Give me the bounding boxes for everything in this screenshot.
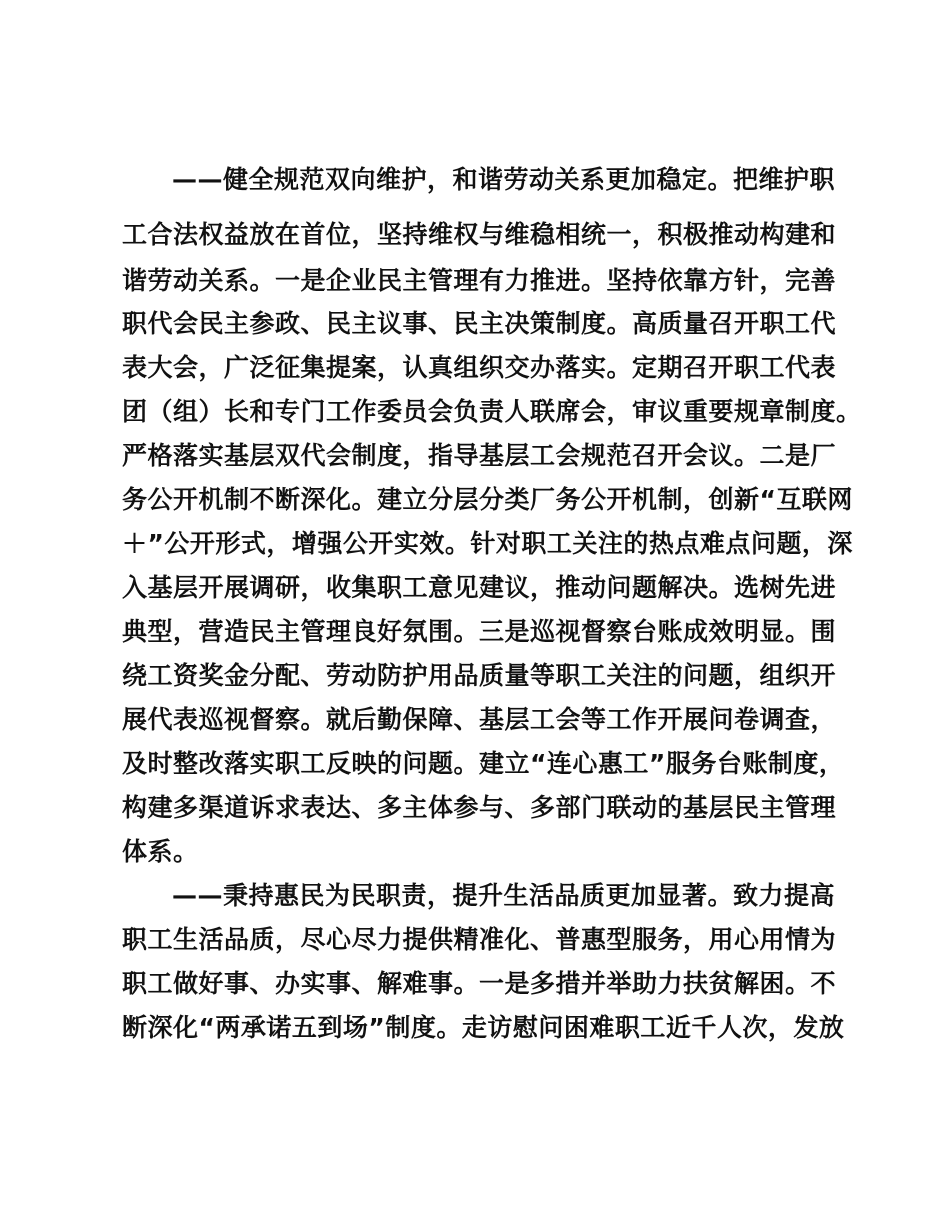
- paragraph-1-line-13: 展代表巡视督察。就后勤保障、基层工会等工作开展问卷调查，: [122, 705, 837, 734]
- paragraph-1-line-11: 典型，营造民主管理良好氛围。三是巡视督察台账成效明显。围: [122, 617, 837, 646]
- paragraph-2-line-1: ——秉持惠民为民职责，提升生活品质更加显著。致力提高: [172, 881, 836, 910]
- paragraph-1-line-16: 体系。: [122, 837, 199, 866]
- paragraph-1-line-2: 工合法权益放在首位，坚持维权与维稳相统一，积极推动构建和: [122, 220, 837, 249]
- paragraph-1-line-5: 表大会，广泛征集提案，认真组织交办落实。定期召开职工代表: [122, 353, 837, 382]
- paragraph-2-line-2: 职工生活品质，尽心尽力提供精准化、普惠型服务，用心用情为: [122, 925, 837, 954]
- paragraph-2-line-4: 断深化“两承诺五到场”制度。走访慰问困难职工近千人次，发放: [122, 1013, 845, 1042]
- paragraph-1-line-6: 团（组）长和专门工作委员会负责人联席会，审议重要规章制度。: [122, 397, 862, 426]
- paragraph-2-line-3: 职工做好事、办实事、解难事。一是多措并举助力扶贫解困。不: [122, 969, 837, 998]
- paragraph-1-line-10: 入基层开展调研，收集职工意见建议，推动问题解决。选树先进: [122, 573, 837, 602]
- paragraph-1-line-3: 谐劳动关系。一是企业民主管理有力推进。坚持依靠方针，完善: [122, 266, 837, 295]
- paragraph-1-line-14: 及时整改落实职工反映的问题。建立“连心惠工”服务台账制度，: [122, 749, 845, 778]
- paragraph-1-line-7: 严格落实基层双代会制度，指导基层工会规范召开会议。二是厂: [122, 441, 837, 470]
- paragraph-1-line-1: ——健全规范双向维护，和谐劳动关系更加稳定。把维护职: [172, 165, 836, 194]
- paragraph-1-line-4: 职代会民主参政、民主议事、民主决策制度。高质量召开职工代: [122, 309, 837, 338]
- paragraph-1-line-9: ＋”公开形式，增强公开实效。针对职工关注的热点难点问题，深: [122, 529, 853, 558]
- paragraph-1-line-8: 务公开机制不断深化。建立分层分类厂务公开机制，创新“互联网: [122, 485, 853, 514]
- paragraph-1-line-15: 构建多渠道诉求表达、多主体参与、多部门联动的基层民主管理: [122, 793, 837, 822]
- paragraph-1-line-12: 绕工资奖金分配、劳动防护用品质量等职工关注的问题，组织开: [122, 661, 837, 690]
